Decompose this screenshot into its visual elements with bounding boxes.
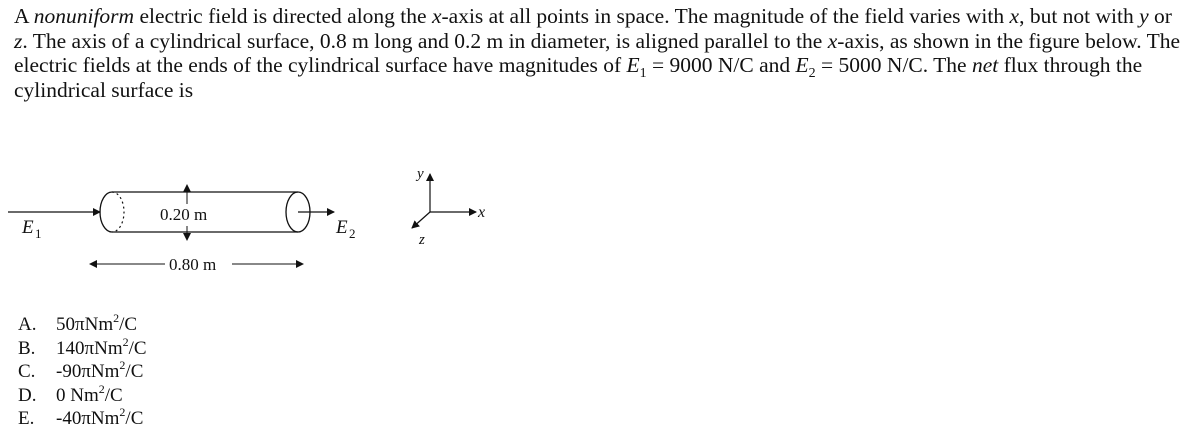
x-axis-label: x (478, 204, 486, 221)
choice-value: 140πNm$^2$/C (56, 334, 147, 359)
problem-text-segment: A (14, 4, 34, 28)
cylinder-figure (0, 160, 520, 280)
e2-label-subscript: 2 (349, 226, 356, 241)
choice-e[interactable] (18, 407, 147, 431)
choice-value: 0 Nm$^2$/C (56, 381, 123, 406)
e1-subscript: 1 (639, 66, 647, 81)
problem-text-segment: -axis at all points in space. The magnitude of the field varies with (441, 4, 1010, 28)
e1-symbol: E (626, 53, 640, 77)
choice-value: -40πNm$^2$/C (56, 405, 144, 429)
e1-label: E (22, 217, 34, 238)
length-label: 0.80 m (169, 255, 217, 274)
net-emphasis: net (971, 53, 999, 77)
z-axis-arrow (412, 212, 430, 228)
problem-text-segment: , but not with (1019, 4, 1140, 28)
e2-subscript: 2 (808, 66, 816, 81)
problem-text-segment: . The axis of a cylindrical surface, 0.8 m long and 0.2 m in diameter, is aligned parallel to the (22, 28, 828, 53)
choice-c[interactable] (18, 360, 147, 384)
choice-letter: C. (18, 361, 36, 382)
problem-text-segment: = 5000 N/C. The (815, 53, 972, 77)
choice-letter: A. (18, 314, 37, 335)
y-variable: y (1139, 4, 1149, 28)
e2-label: E (336, 217, 348, 238)
left-cap-back (112, 192, 124, 232)
problem-text-segment: or (1148, 4, 1172, 28)
z-variable: z (14, 28, 23, 53)
problem-text-segment: flux through the cylindrical surface is (14, 53, 1143, 102)
left-cap-front (100, 192, 112, 232)
choice-d[interactable] (18, 381, 147, 408)
problem-statement (14, 4, 1184, 102)
answer-choices (18, 313, 147, 431)
x-variable: x (1009, 4, 1020, 28)
choice-letter: E. (18, 408, 35, 429)
problem-text (14, 4, 1184, 102)
nonuniform-emphasis: nonuniform (33, 4, 135, 28)
choice-letter: B. (18, 337, 36, 359)
problem-text-segment: = 9000 N/C and (646, 53, 796, 77)
e2-symbol: E (795, 53, 809, 77)
problem-text-segment: -axis, as shown in the figure below. The electric fields at the ends of the cylindrical surface have magnitudes of (14, 28, 1181, 77)
choice-letter: D. (18, 384, 37, 406)
e1-label-subscript: 1 (35, 226, 42, 241)
choice-value: 50πNm$^2$/C (56, 311, 138, 335)
choice-a[interactable] (18, 313, 147, 337)
x-variable: x (431, 4, 442, 28)
diameter-label: 0.20 m (160, 205, 208, 224)
choice-b[interactable] (18, 334, 147, 361)
z-axis-label: z (419, 232, 425, 248)
x-variable: x (827, 28, 838, 53)
choice-value: -90πNm$^2$/C (56, 358, 144, 382)
y-axis-label: y (417, 166, 424, 182)
problem-text-segment: electric field is directed along the (134, 4, 432, 28)
